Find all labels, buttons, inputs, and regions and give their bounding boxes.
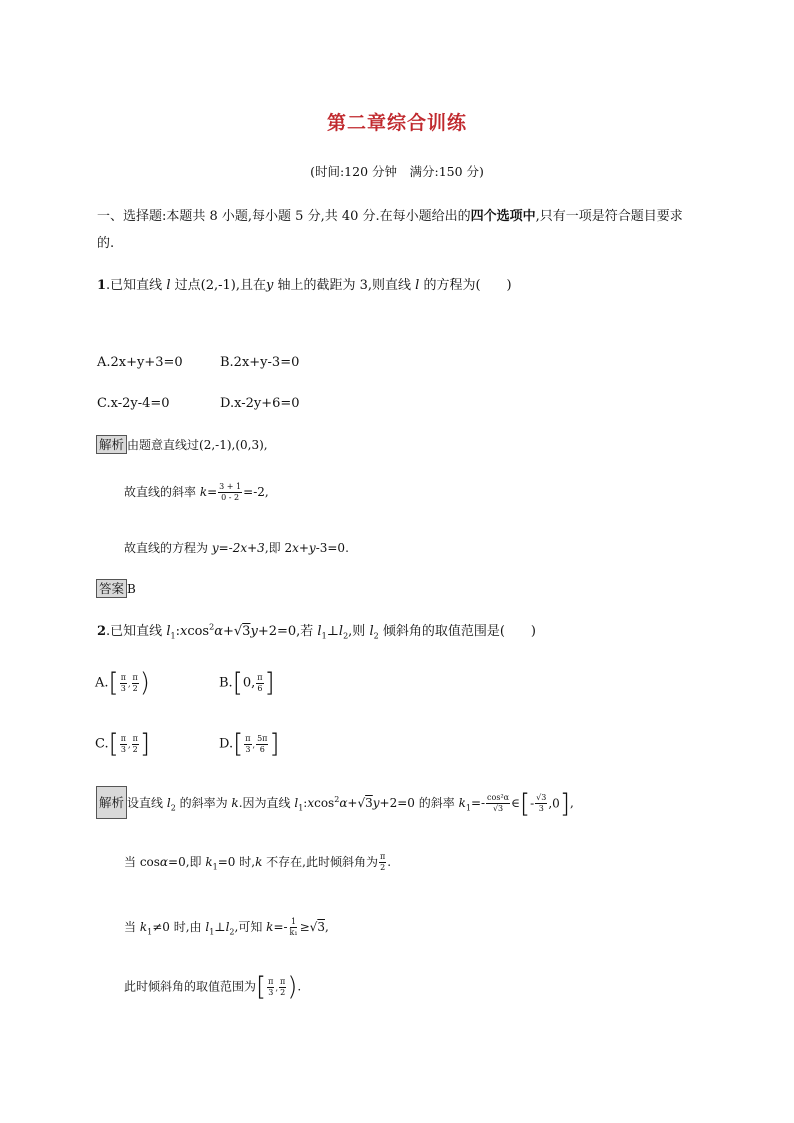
- q2-sol-text: +2=0 的斜率: [379, 796, 459, 810]
- q2-sub: 2: [343, 631, 349, 641]
- q2-text: +2=0,若: [257, 624, 318, 639]
- fraction: [256, 673, 263, 694]
- q2-number: 2: [97, 624, 107, 639]
- q2-sol-text: 不存在,此时倾斜角为: [262, 855, 378, 869]
- q2-text: 倾斜角的取值范围是( ): [378, 624, 536, 639]
- fraction: [120, 673, 127, 694]
- q2-sol-text: ≠0 时,由: [152, 920, 206, 934]
- q1-sol-var: x+y: [292, 541, 316, 555]
- question-1-stem: [97, 274, 512, 293]
- fraction-denominator: 3: [245, 744, 251, 754]
- q2-sol-var: α: [339, 796, 348, 810]
- q2-sol-var: y: [372, 796, 380, 810]
- q2-sol-var: x: [307, 796, 315, 810]
- q1-text: .已知直线: [106, 278, 167, 293]
- right-bracket: ]: [269, 729, 280, 759]
- fraction-numerator: 5π: [257, 733, 268, 743]
- q1-sol-text: ,即 2: [264, 541, 293, 555]
- q2-var: l: [166, 624, 171, 639]
- fraction: [267, 977, 274, 998]
- q1-sol-text: 故直线的方程为: [124, 541, 212, 555]
- q2-sol-sub: 1: [465, 803, 471, 813]
- q1-sol-var: y=-2x+3: [211, 541, 265, 555]
- q1-answer: [96, 579, 136, 598]
- q2-sol-var: k: [205, 855, 213, 869]
- left-bracket: [: [233, 729, 244, 759]
- right-bracket: ]: [139, 729, 151, 759]
- sqrt-radicand: 3: [242, 624, 251, 639]
- fraction: [132, 673, 139, 694]
- q2-sol-var: k: [231, 796, 239, 810]
- q1-number: 1: [97, 278, 107, 293]
- q2-sol-var: l: [205, 920, 210, 934]
- q2-sol-text: ,: [569, 796, 574, 810]
- q1-solution-line1: [96, 435, 268, 454]
- fraction-numerator: cos²α: [487, 793, 510, 802]
- q2-sol-text: .: [297, 979, 302, 994]
- q2-sol-text: ,: [324, 920, 329, 934]
- q1-sol-text: 故直线的斜率: [124, 485, 200, 499]
- fraction-numerator: π: [120, 672, 126, 682]
- q2-sub: 1: [170, 631, 176, 641]
- section-instruction: [97, 203, 697, 257]
- option-label: A.: [95, 675, 109, 691]
- instr-bold: 四个选项中: [470, 209, 536, 224]
- option-text: 0,: [242, 675, 256, 691]
- fraction: [132, 734, 139, 755]
- q2-sol-var: k: [255, 855, 263, 869]
- q1-solution-line2: [124, 482, 269, 503]
- fraction-numerator: √3: [536, 793, 547, 802]
- q2-sol-text: :: [303, 796, 308, 810]
- fraction-denominator: 3: [538, 804, 544, 813]
- q2-var: y: [250, 624, 258, 639]
- q1-solution-line3: [124, 539, 349, 556]
- q2-sol-text: =-: [273, 920, 288, 934]
- fraction-denominator: 6: [257, 683, 263, 693]
- q2-sol-text: =0 时,: [217, 855, 256, 869]
- q2-var: l: [338, 624, 344, 639]
- q2-sol-text: .: [387, 855, 392, 869]
- sqrt-radicand: 3: [365, 796, 373, 810]
- fraction-denominator: 6: [259, 744, 265, 754]
- fraction-numerator: π: [132, 733, 138, 743]
- fraction: [244, 734, 251, 755]
- left-bracket: [: [232, 668, 243, 698]
- q1-answer-value: B: [127, 582, 136, 596]
- comma: ,: [275, 983, 278, 993]
- comma: ,: [252, 740, 256, 750]
- q2-sol-var: k: [266, 920, 274, 934]
- q2-text: ⊥: [326, 624, 339, 639]
- q1-sol-text: -3=0.: [315, 541, 349, 555]
- right-bracket: ]: [559, 788, 570, 819]
- q2-sol-sub: 1: [147, 927, 153, 937]
- q2-sol-sub: 1: [298, 803, 304, 813]
- fraction-numerator: π: [268, 976, 274, 986]
- fraction-denominator: 3: [120, 744, 126, 754]
- left-bracket: [: [256, 972, 267, 1002]
- q1-option-d: D.x-2y+6=0: [220, 396, 300, 411]
- q2-sol-text: 此时倾斜角的取值范围为: [124, 979, 257, 994]
- fraction-numerator: π: [257, 672, 263, 682]
- q1-sol-text: =: [207, 485, 218, 499]
- q2-sub: 2: [373, 631, 379, 641]
- q2-sol-sub: 1: [212, 862, 218, 872]
- q2-sup: 2: [209, 622, 215, 632]
- fraction-denominator: 3: [120, 683, 126, 693]
- q2-sol-var: k: [458, 796, 466, 810]
- q2-sol-text: ≥: [299, 920, 310, 934]
- fraction: [279, 977, 286, 998]
- q2-sol-text: 当: [124, 920, 140, 934]
- left-bracket: [: [108, 729, 119, 759]
- sqrt-radicand: 3: [317, 920, 325, 934]
- fraction-numerator: π: [132, 672, 138, 682]
- q2-text: .已知直线: [106, 624, 167, 639]
- q2-sol-text: =0,即: [168, 855, 206, 869]
- fraction-denominator: 2: [132, 683, 138, 693]
- fraction-denominator: 2: [132, 744, 138, 754]
- q2-sol-text: .因为直线: [238, 796, 295, 810]
- q1-sol-text: =-2,: [243, 485, 269, 499]
- fraction-numerator: 3 + 1: [219, 482, 242, 491]
- option-label: D.: [219, 736, 234, 752]
- daan-tag: 答案: [96, 579, 127, 598]
- comma: ,: [128, 740, 131, 750]
- comma: ,: [127, 679, 131, 689]
- fraction-denominator: k₁: [289, 928, 298, 937]
- fraction: [120, 734, 127, 755]
- q1-option-c: C.x-2y-4=0: [97, 396, 170, 411]
- q2-solution-line3: [124, 917, 329, 938]
- q2-sol-text: ⊥: [214, 920, 226, 934]
- option-label: C.: [95, 736, 109, 752]
- jiexi-tag: 解析: [96, 786, 127, 819]
- q2-sub: 1: [321, 631, 327, 641]
- q1-text: 的方程为( ): [419, 278, 512, 293]
- right-paren: ): [139, 668, 150, 698]
- fraction: [289, 917, 299, 938]
- left-bracket: [: [519, 788, 531, 819]
- q2-sol-sub: 2: [229, 927, 235, 937]
- q2-sol-text: ,可知: [234, 920, 267, 934]
- q2-solution-line1: [96, 786, 574, 819]
- fraction-numerator: π: [379, 852, 386, 861]
- q1-text: 过点(2,-1),且在: [170, 278, 266, 293]
- q2-sol-var: α: [159, 855, 169, 869]
- q2-sol-sub: 2: [170, 803, 176, 813]
- fraction-denominator: √3: [492, 804, 504, 813]
- q2-solution-line2: [124, 852, 391, 873]
- q1-sol-text: 由题意直线过(2,-1),(0,3),: [127, 438, 268, 452]
- q2-sol-text: 的斜率为: [175, 796, 232, 810]
- fraction: [256, 734, 268, 755]
- q1-var: l: [166, 278, 171, 293]
- q2-text: cos: [187, 624, 210, 639]
- fraction: [486, 793, 510, 814]
- fraction-denominator: 0 - 2: [221, 493, 240, 502]
- q1-option-b: B.2x+y-3=0: [220, 355, 300, 370]
- fraction-numerator: π: [279, 976, 286, 986]
- q2-sol-var: k: [139, 920, 148, 934]
- q2-text: ,则: [348, 624, 370, 639]
- sqrt-sign: √: [309, 920, 318, 934]
- q1-var: l: [415, 278, 420, 293]
- instr-part-a: 一、选择题:本题共 8 小题,每小题 5 分,共 40 分.在每小题给出的: [97, 209, 471, 224]
- q2-sol-text: 设直线: [127, 796, 167, 810]
- fraction-numerator: π: [245, 733, 251, 743]
- q2-var: l: [317, 624, 322, 639]
- q2-var: x: [179, 624, 188, 639]
- q1-option-a: A.2x+y+3=0: [97, 355, 183, 370]
- q2-sol-sub: 1: [209, 927, 215, 937]
- q2-text: :: [175, 624, 180, 639]
- left-bracket: [: [108, 668, 119, 698]
- q1-var: y: [265, 278, 274, 293]
- fraction: [535, 793, 547, 814]
- q2-var: l: [369, 624, 374, 639]
- fraction-numerator: π: [120, 733, 127, 743]
- slope-fraction: [218, 482, 242, 503]
- instr-part-c: ,只有一项是符合题目要求的.: [97, 209, 683, 251]
- q2-sol-var: l: [166, 796, 171, 810]
- page-subtitle: (时间:120 分钟 满分:150 分): [310, 164, 484, 179]
- q1-text: 轴上的截距为 3,则直线: [273, 278, 416, 293]
- q2-sol-text: -: [530, 796, 535, 811]
- q2-var: α: [214, 624, 223, 639]
- q2-solution-line4: [124, 974, 301, 1000]
- right-bracket: ]: [264, 668, 275, 698]
- q2-sol-var: l: [225, 920, 230, 934]
- q2-sol-text: +√: [347, 796, 366, 810]
- fraction: [379, 852, 386, 873]
- q2-option-c: [95, 731, 150, 757]
- q2-text: +: [222, 624, 234, 639]
- q2-sol-text: cos: [314, 796, 335, 810]
- question-2-stem: [97, 620, 536, 641]
- fraction-numerator: 1: [291, 917, 297, 926]
- fraction-denominator: 2: [280, 987, 286, 997]
- option-label: B.: [219, 675, 233, 691]
- q2-option-d: [219, 731, 280, 757]
- fraction-denominator: 3: [268, 987, 274, 997]
- q2-sol-text: =-: [470, 796, 486, 810]
- q1-sol-var: k: [199, 485, 208, 499]
- q2-sol-text: ∈: [511, 796, 520, 810]
- page-title: 第二章综合训练: [326, 112, 467, 134]
- q2-sol-text: 当 cos: [124, 855, 160, 869]
- q2-sol-text: ,0: [548, 796, 560, 811]
- jiexi-tag: 解析: [96, 435, 127, 454]
- right-paren: ): [287, 972, 298, 1002]
- q2-sol-var: l: [294, 796, 299, 810]
- fraction-denominator: 2: [380, 863, 386, 872]
- q2-option-a: [95, 670, 150, 696]
- q2-sol-sup: 2: [334, 795, 340, 804]
- sqrt-sign: √: [233, 624, 243, 639]
- q2-option-b: [219, 670, 275, 696]
